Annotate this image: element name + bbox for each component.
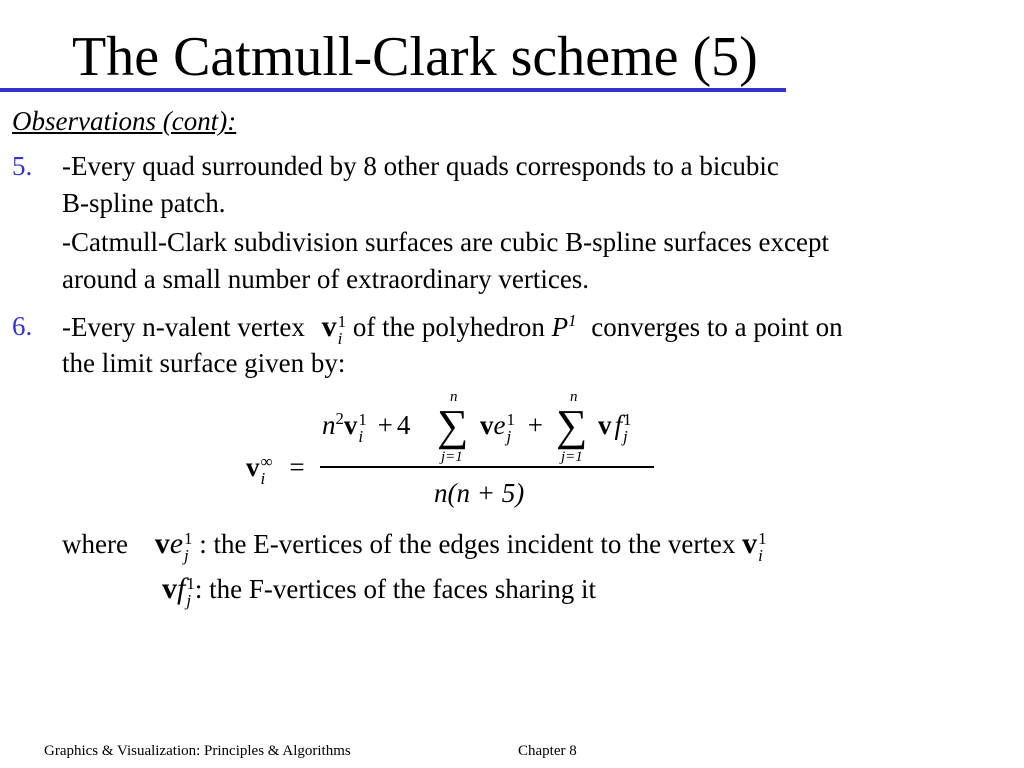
sum2-lower: j=1 [561,449,583,465]
where-label: where [62,529,128,559]
item6-text-b: of the polyhedron [352,312,545,342]
sum2-upper: n [570,389,578,405]
sup-1: 1 [337,311,347,331]
equals-sign: = [289,452,305,482]
sum-sign-2: ∑ [556,401,588,450]
formula-denominator [434,478,524,508]
vf-sup: 1 [623,409,632,429]
where-ve-sub-sup [184,530,193,564]
item5-line-3: -Catmull-Clark subdivision surfaces are cubic B-spline surfaces except [62,227,830,257]
lhs-v: v [246,452,260,482]
footer-book-title: Graphics & Visualization: Principles & Algorithms [44,743,351,759]
slide-title: The Catmull-Clark scheme (5) [72,26,758,88]
polyhedron-symbol: P [551,312,569,342]
formula-lhs [246,452,305,487]
denominator-text: n(n + 5) [434,478,525,508]
lhs-sub-sup [261,453,273,487]
ve-sub: j [506,426,512,446]
numerator-term-3 [598,410,632,445]
where-vertex-sub-sup [758,530,767,564]
where-ve-sub: j [184,545,189,565]
item6-text-c: converges to a point on [591,312,843,342]
lhs-sub-i: i [260,468,266,488]
list-item-number-5: 5. [12,151,33,181]
sum1-lower: j=1 [441,449,463,465]
sum1-upper: n [450,389,458,405]
where-vf-sub: j [186,590,192,610]
ve-sub-sup [506,411,515,445]
vertex-sub-sup [338,313,347,347]
where-vf-sup: 1 [186,573,195,593]
where-vertex-sup: 1 [758,528,767,548]
vf-sub: j [623,426,628,446]
where-f-description: : the F-vertices of the faces sharing it [194,574,596,604]
lhs-sup-inf: ∞ [260,451,273,471]
where-vertex-v: v [742,527,758,560]
list-item-number-6: 6. [12,311,33,341]
section-subtitle: Observations (cont): [12,106,237,136]
ve-v: v [480,410,494,440]
num-four: 4 [396,410,411,440]
sum-sign-1: ∑ [437,401,469,450]
vertex-symbol-v: v [321,310,337,343]
sub-i: i [337,328,343,348]
vf-f: f [614,410,623,440]
where-ve-sup: 1 [184,528,193,548]
item5-line-2: B-spline patch. [62,188,226,218]
footer-chapter: Chapter 8 [518,743,577,759]
where-vf-f: f [177,572,186,605]
title-underline-divider [0,88,786,92]
plus-1: + [377,410,393,440]
item6-text-a: -Every n-valent vertex [62,312,305,342]
plus-2: + [527,410,543,440]
numerator-term-1 [322,410,410,445]
item6-line-1 [62,308,843,347]
num-v: v [343,410,358,440]
num-v-sup: 1 [358,409,367,429]
ve-e: e [493,410,506,440]
where-e-description: : the E-vertices of the edges incident to the vertex [199,529,736,559]
num-v-sub-sup [358,411,367,445]
polyhedron-sup: 1 [568,311,577,330]
item5-line-4: around a small number of extraordinary vertices. [62,264,590,294]
where-vertex-sub: i [758,545,763,565]
num-sup-2: 2 [335,409,344,428]
item6-line-2: the limit surface given by: [62,348,346,378]
where-vf-sub-sup [186,575,195,609]
numerator-term-2 [480,410,543,445]
fraction-bar [320,466,654,468]
item5-line-1: -Every quad surrounded by 8 other quads corresponds to a bicubic [62,151,779,181]
where-line-1 [62,525,767,564]
vf-v: v [598,410,612,440]
where-ve-v: v [154,527,170,560]
where-vf-v: v [162,572,177,605]
ve-sup: 1 [506,409,515,429]
num-n: n [322,410,336,440]
num-v-sub: i [358,426,364,446]
vf-sub-sup [623,411,632,445]
where-ve-e: e [169,527,184,560]
where-line-2 [162,570,596,609]
